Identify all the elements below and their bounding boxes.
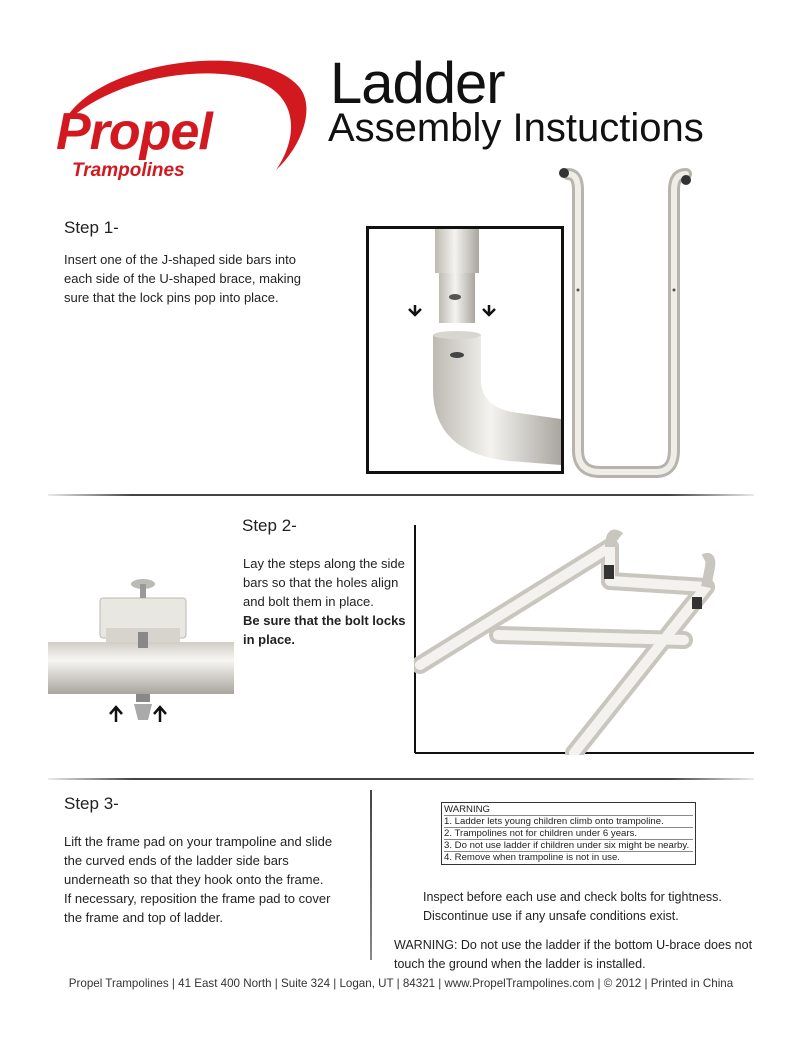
step2-heading: Step 2- xyxy=(242,516,297,535)
warning-note xyxy=(394,936,752,974)
tube-joint-illustration xyxy=(369,229,561,471)
step2-bold-line: Be sure that the bolt locks xyxy=(243,613,406,628)
step1-instructions xyxy=(64,250,354,307)
step2-bold-line: in place. xyxy=(243,632,296,647)
logo-sub-text: Trampolines xyxy=(72,160,185,181)
warning-box-title: WARNING xyxy=(444,804,693,816)
page-footer: Propel Trampolines | 41 East 400 North | Suite 324 | Logan, UT | 84321 | www.PropelTrampolines.com | © 2012 | Printed in China xyxy=(68,977,734,990)
arrow-up-icon xyxy=(110,707,122,722)
page-title: Ladder xyxy=(330,51,505,116)
warning-item: 3. Do not use ladder if children under six might be nearby. xyxy=(444,840,693,852)
inspect-line: Inspect before each use and check bolts for tightness. xyxy=(423,890,722,904)
step1-line: each side of the U-shaped brace, making xyxy=(64,271,302,286)
section-divider xyxy=(48,778,754,780)
step3-instructions xyxy=(64,832,364,927)
step2-line: and bolt them in place. xyxy=(243,594,374,609)
arrow-down-icon xyxy=(483,305,495,315)
step1-line: sure that the lock pins pop into place. xyxy=(64,290,279,305)
column-separator xyxy=(370,790,372,960)
warning-note-line: WARNING: Do not use the ladder if the bottom U-brace does not xyxy=(394,938,753,952)
propel-logo xyxy=(50,48,312,188)
arrow-down-icon xyxy=(409,305,421,315)
step1-heading: Step 1- xyxy=(64,218,119,237)
step2-instructions xyxy=(243,554,415,649)
step1-line: Insert one of the J-shaped side bars into xyxy=(64,252,296,267)
inspect-note xyxy=(423,888,722,926)
ladder-steps-illustration xyxy=(414,525,754,755)
inspect-line: Discontinue use if any unsafe conditions exist. xyxy=(423,909,679,923)
logo-brand-text: Propel xyxy=(56,103,212,161)
warning-box xyxy=(441,802,696,865)
step3-line: underneath so that they hook onto the frame. xyxy=(64,872,324,887)
step1-detail-photo xyxy=(366,226,564,474)
bolt-detail-illustration xyxy=(48,570,234,730)
step3-line: the frame and top of ladder. xyxy=(64,910,223,925)
step3-line: Lift the frame pad on your trampoline and slide xyxy=(64,834,333,849)
step3-heading: Step 3- xyxy=(64,794,119,813)
warning-item: 1. Ladder lets young children climb onto trampoline. xyxy=(444,816,693,828)
section-divider xyxy=(48,494,754,496)
u-brace-illustration xyxy=(540,160,710,490)
warning-item: 4. Remove when trampoline is not in use. xyxy=(444,852,620,863)
arrow-up-icon xyxy=(154,707,166,722)
warning-item: 2. Trampolines not for children under 6 years. xyxy=(444,828,693,840)
warning-note-line: touch the ground when the ladder is installed. xyxy=(394,957,646,971)
step2-line: bars so that the holes align xyxy=(243,575,399,590)
page-subtitle: Assembly Instuctions xyxy=(328,106,704,150)
step3-line: If necessary, reposition the frame pad to cover xyxy=(64,891,331,906)
step3-line: the curved ends of the ladder side bars xyxy=(64,853,289,868)
step2-line: Lay the steps along the side xyxy=(243,556,405,571)
